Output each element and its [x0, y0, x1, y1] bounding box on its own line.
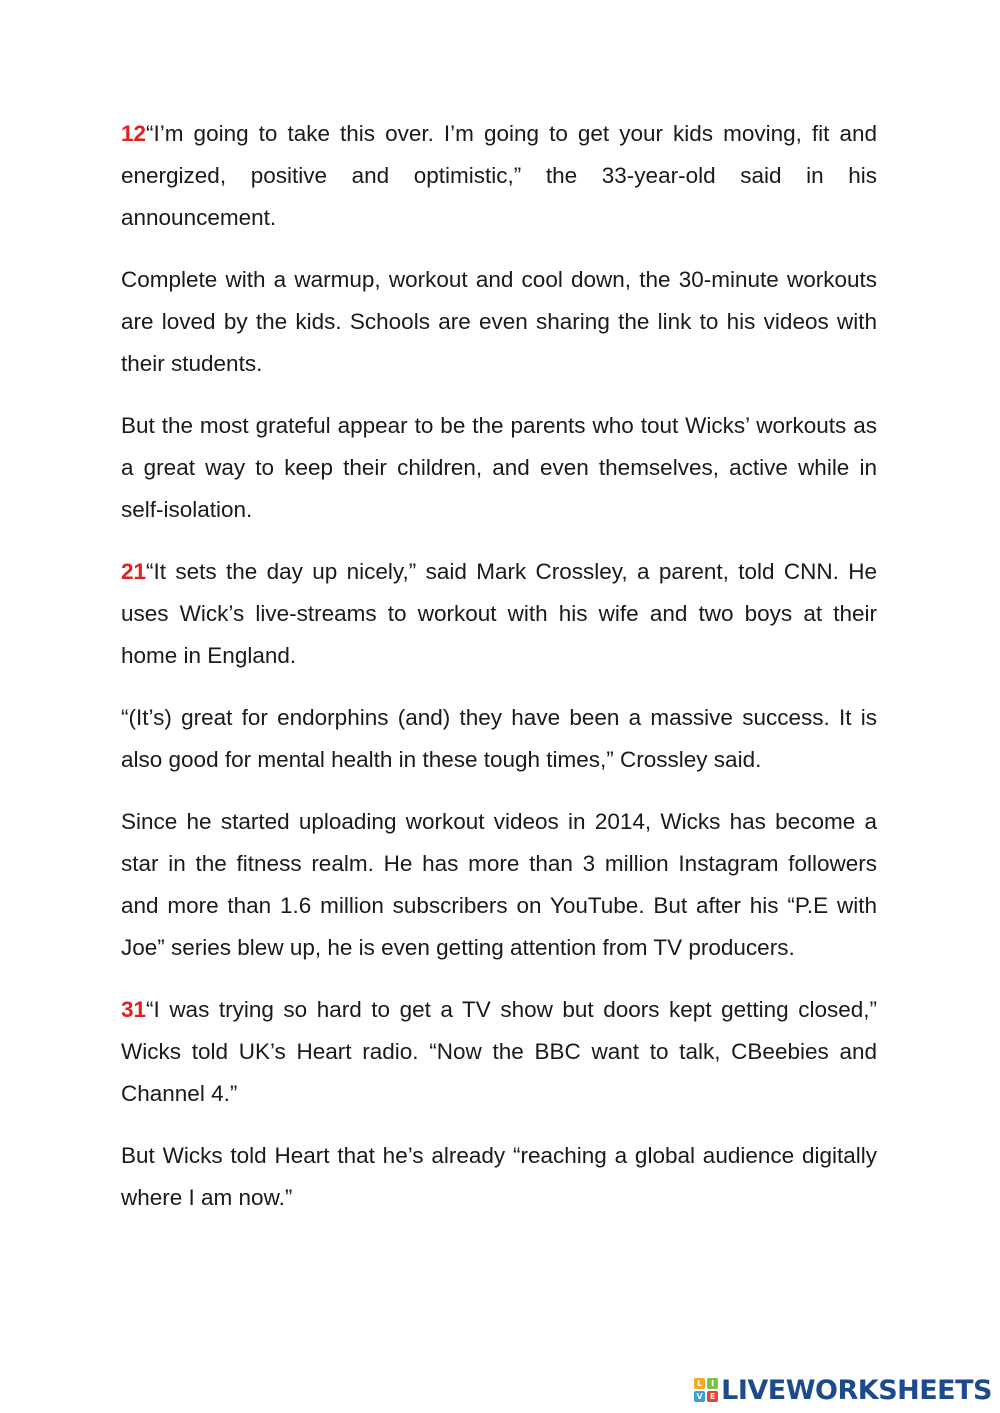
paragraph-text: “I’m going to take this over. I’m going to get your kids moving, fit and energized, positive and optimistic,” the 33-year-old said in his announcement. — [121, 121, 877, 230]
logo-block-i: I — [707, 1378, 718, 1389]
paragraph-text: “It sets the day up nicely,” said Mark Crossley, a parent, told CNN. He uses Wick’s live-streams to workout with his wife and two boys at their home in England. — [121, 559, 877, 668]
paragraph-2 — [121, 259, 877, 385]
question-number: 31 — [121, 997, 147, 1022]
question-number: 12 — [121, 121, 147, 146]
paragraph-4 — [121, 551, 877, 677]
paragraph-text: But the most grateful appear to be the parents who tout Wicks’ workouts as a great way to keep their children, and even themselves, active while in self-isolation. — [121, 413, 877, 522]
paragraph-8 — [121, 1135, 877, 1219]
logo-block-l: L — [694, 1378, 705, 1389]
paragraph-1 — [121, 113, 877, 239]
document-body — [121, 113, 877, 1239]
paragraph-text: Since he started uploading workout videos in 2014, Wicks has become a star in the fitness realm. He has more than 3 million Instagram followers and more than 1.6 million subscribers on YouTube. But after his “P.E with Joe” series blew up, he is even getting attention from TV producers. — [121, 809, 877, 960]
paragraph-text: “I was trying so hard to get a TV show but doors kept getting closed,” Wicks told UK’s Heart radio. “Now the BBC want to talk, CBeebies and Channel 4.” — [121, 997, 877, 1106]
paragraph-5 — [121, 697, 877, 781]
paragraph-text: “(It’s) great for endorphins (and) they have been a massive success. It is also good for mental health in these tough times,” Crossley said. — [121, 705, 877, 772]
logo-text: LIVEWORKSHEETS — [721, 1374, 992, 1406]
question-number: 21 — [121, 559, 147, 584]
logo-block-v: V — [694, 1391, 705, 1402]
paragraph-text: But Wicks told Heart that he’s already “reaching a global audience digitally where I am now.” — [121, 1143, 877, 1210]
liveworksheets-logo[interactable] — [694, 1373, 992, 1407]
paragraph-text: Complete with a warmup, workout and cool down, the 30-minute workouts are loved by the kids. Schools are even sharing the link to his videos with their students. — [121, 267, 877, 376]
logo-block-e: E — [707, 1391, 718, 1402]
logo-blocks-icon — [694, 1378, 718, 1402]
paragraph-3 — [121, 405, 877, 531]
paragraph-6 — [121, 801, 877, 969]
paragraph-7 — [121, 989, 877, 1115]
